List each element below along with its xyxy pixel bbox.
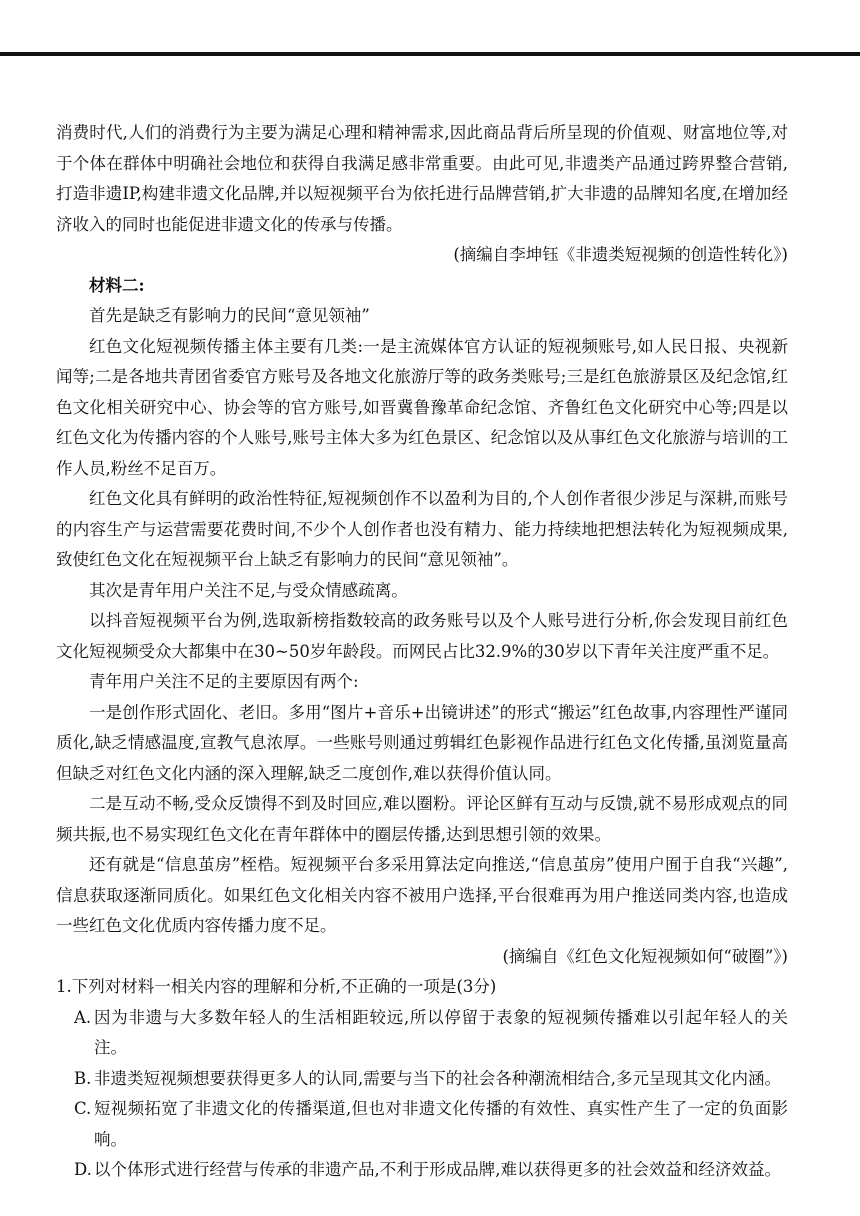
source-citation-1: (摘编自李坤钰《非遗类短视频的创造性转化》) bbox=[453, 245, 788, 264]
material-2-paragraph: 红色文化具有鲜明的政治性特征,短视频创作不以盈利为目的,个人创作者很少涉足与深耕,而账号的内容生产与运营需要花费时间,不少个人创作者也没有精力、能力持续地把想法转化为短视频成果,致使红色文化在短视频平台上缺乏有影响力的民间“意见领袖”。 bbox=[56, 489, 788, 569]
material-2-paragraph: 青年用户关注不足的主要原因有两个: bbox=[89, 672, 359, 691]
option-text: 因为非遗与大多数年轻人的生活相距较远,所以停留于表象的短视频传播难以引起年轻人的关注。 bbox=[94, 1007, 788, 1057]
option-text: 短视频拓宽了非遗文化的传播渠道,但也对非遗文化传播的有效性、真实性产生了一定的负面影响。 bbox=[94, 1099, 788, 1149]
paragraph-continued: 消费时代,人们的消费行为主要为满足心理和精神需求,因此商品背后所呈现的价值观、财富地位等,对于个体在群体中明确社会地位和获得自我满足感非常重要。由此可见,非遗类产品通过跨界整合营销,打造非遗IP,构建非遗文化品牌,并以短视频平台为依托进行品牌营销,扩大非遗的品牌知名度,在增加经济收入的同时也能促进非遗文化的传承与传播。 bbox=[56, 123, 788, 234]
header-rule bbox=[0, 52, 860, 56]
material-2-paragraph: 二是互动不畅,受众反馈得不到及时回应,难以圈粉。评论区鲜有互动与反馈,就不易形成观点的同频共振,也不易实现红色文化在青年群体中的圈层传播,达到思想引领的效果。 bbox=[56, 794, 788, 844]
material-2-paragraph: 其次是青年用户关注不足,与受众情感疏离。 bbox=[89, 580, 408, 600]
material-2-paragraph: 还有就是“信息茧房”桎梏。短视频平台多采用算法定向推送,“信息茧房”使用户囿于自我“兴趣”,信息获取逐渐同质化。如果红色文化相关内容不被用户选择,平台很难再为用户推送同类内容,也造成一些红色文化优质内容传播力度不足。 bbox=[56, 855, 788, 935]
answer-options bbox=[56, 1003, 788, 1186]
material-2-paragraph: 一是创作形式固化、老旧。多用“图片+音乐+出镜讲述”的形式“搬运”红色故事,内容理性严谨同质化,缺乏情感温度,宣教气息浓厚。一些账号则通过剪辑红色影视作品进行红色文化传播,虽浏览量高但缺乏对红色文化内涵的深入理解,缺乏二度创作,难以获得价值认同。 bbox=[56, 702, 788, 783]
option-letter: A. bbox=[74, 1007, 92, 1027]
material-2-paragraph: 以抖音短视频平台为例,选取新榜指数较高的政务账号以及个人账号进行分析,你会发现目前红色文化短视频受众大都集中在30~50岁年龄段。而网民占比32.9%的30岁以下青年关注度严重不足。 bbox=[56, 611, 788, 661]
option-letter: D. bbox=[74, 1160, 92, 1179]
document-body bbox=[56, 118, 788, 1186]
option-text: 非遗类短视频想要获得更多人的认同,需要与当下的社会各种潮流相结合,多元呈现其文化内涵。 bbox=[94, 1068, 781, 1088]
option-a bbox=[74, 1003, 788, 1064]
option-b bbox=[74, 1064, 788, 1095]
option-letter: B. bbox=[74, 1068, 92, 1088]
material-2-heading: 材料二: bbox=[89, 275, 145, 295]
material-2-paragraph: 红色文化短视频传播主体主要有几类:一是主流媒体官方认证的短视频账号,如人民日报、央视新闻等;二是各地共青团省委官方账号及各地文化旅游厅等的政务类账号;三是红色旅游景区及纪念馆,红色文化相关研究中心、协会等的官方账号,如晋冀鲁豫革命纪念馆、齐鲁红色文化研究中心等;四是以红色文化为传播内容的个人账号,账号主体大多为红色景区、纪念馆以及从事红色文化旅游与培训的工作人员,粉丝不足百万。 bbox=[56, 336, 788, 478]
option-d bbox=[74, 1155, 788, 1186]
option-text: 以个体形式进行经营与传承的非遗产品,不利于形成品牌,难以获得更多的社会效益和经济效益。 bbox=[94, 1160, 781, 1179]
question-stem: 1.下列对材料一相关内容的理解和分析,不正确的一项是(3分) bbox=[56, 977, 497, 996]
source-citation-2: (摘编自《红色文化短视频如何“破圈”》) bbox=[502, 946, 788, 966]
option-letter: C. bbox=[74, 1099, 92, 1118]
option-c bbox=[74, 1094, 788, 1155]
material-2-paragraph: 首先是缺乏有影响力的民间“意见领袖” bbox=[89, 306, 370, 325]
